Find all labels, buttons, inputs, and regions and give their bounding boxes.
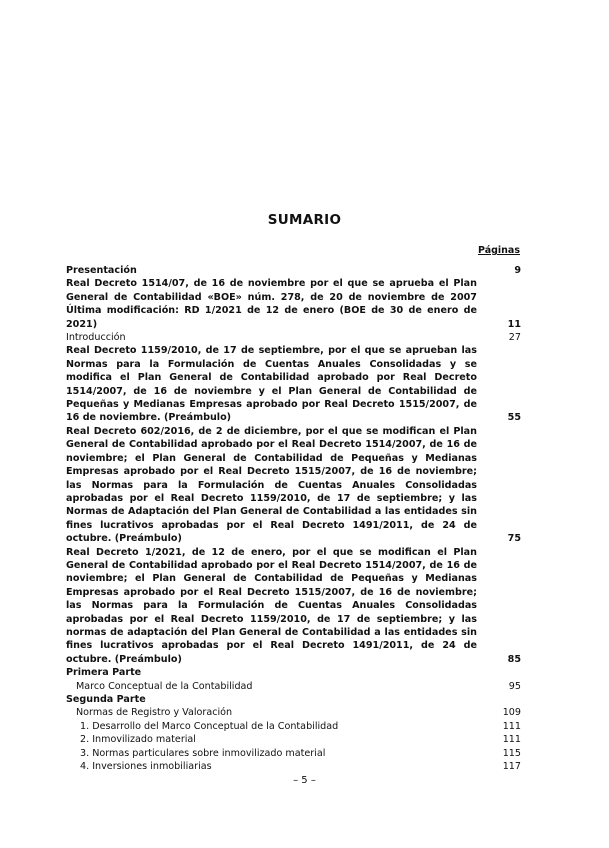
toc-page-number: 55	[507, 412, 521, 424]
toc-page-number: 11	[507, 318, 521, 330]
toc-page-number: 95	[508, 680, 521, 692]
toc-page-number: 9	[514, 265, 521, 276]
toc-page-number: 111	[502, 734, 521, 746]
toc-page-number: 111	[502, 720, 521, 732]
toc-entry-normas-registro[interactable]: Normas de Registro y Valoración 109	[76, 707, 521, 719]
page-title: SUMARIO	[267, 212, 342, 228]
toc-entry-rd-602-2016[interactable]: Real Decreto 602/2016, de 2 de diciembre, por el que se modifican el Plan General de Contabilidad aprobado por el Real Decreto 1514/2007, de 16 de noviembre; el Plan General de Contabilidad de Pequeñas y Medianas Empresas aprobado por el Real Decreto 1515/2007, de 16 de noviembre; las Normas para la Formulación de Cuentas Anuales Consolidadas aprobadas por el Real Decreto 1159/2010, de 17 de septiembre; y las Normas de Adaptación del Plan General de Contabilidad a las entidades sin fines lucrativos aprobadas por el Real Decreto 1491/2011, de 24 de octubre. (Preámbulo) 75	[66, 425, 521, 545]
toc-entry-3[interactable]: 3. Normas particulares sobre inmovilizado material 115	[80, 747, 521, 759]
toc-entry-4[interactable]: 4. Inversiones inmobiliarias 117	[80, 761, 521, 773]
toc-page-number: 109	[502, 707, 521, 719]
toc-entry-marco-conceptual[interactable]: Marco Conceptual de la Contabilidad 95	[76, 680, 521, 692]
page-number-footer: – 5 –	[293, 775, 316, 786]
toc-page-number: 85	[507, 653, 521, 665]
pages-column-header: Páginas	[477, 245, 520, 256]
toc-page-number: 115	[502, 747, 521, 759]
toc-entry-1[interactable]: 1. Desarrollo del Marco Conceptual de la Contabilidad 111	[80, 720, 521, 732]
toc-section-primera-parte: Primera Parte	[66, 667, 142, 679]
toc-entry-introduccion[interactable]: Introducción 27	[66, 332, 521, 344]
toc-page-number: 27	[508, 332, 521, 344]
toc-section-segunda-parte: Segunda Parte	[66, 694, 146, 705]
toc-entry-2[interactable]: 2. Inmovilizado material 111	[80, 734, 521, 746]
toc-entry-presentacion[interactable]: Presentación 9	[66, 265, 521, 276]
toc-entry-rd-1159-2010[interactable]: Real Decreto 1159/2010, de 17 de septiembre, por el que se aprueban las Normas para la Formulación de Cuentas Anuales Consolidadas y se modifica el Plan General de Contabilidad aprobado por Real Decreto 1514/2007, de 16 de noviembre y el Plan General de Contabilidad de Pequeñas y Medianas Empresas aprobado por Real Decreto 1515/2007, de 16 de noviembre. (Preámbulo) 55	[66, 345, 521, 424]
toc-page-number: 75	[507, 533, 521, 545]
toc-entry-rd-1-2021[interactable]: Real Decreto 1/2021, de 12 de enero, por el que se modifican el Plan General de Contabilidad aprobado por el Real Decreto 1514/2007, de 16 de noviembre; el Plan General de Contabilidad de Pequeñas y Medianas Empresas aprobado por el Real Decreto 1515/2007, de 16 de noviembre; las Normas para la Formulación de Cuentas Anuales Consolidadas aprobadas por el Real Decreto 1159/2010, de 17 de septiembre; y las normas de adaptación del Plan General de Contabilidad a las entidades sin fines lucrativos aprobadas por el Real Decreto 1491/2011, de 24 de octubre. (Preámbulo) 85	[66, 546, 521, 665]
table-of-contents	[66, 264, 521, 773]
toc-page-number: 117	[502, 761, 521, 773]
toc-entry-rd-1514-2007[interactable]: Real Decreto 1514/07, de 16 de noviembre por el que se aprueba el Plan General de Contabilidad «BOE» núm. 278, de 20 de noviembre de 2007 Última modificación: RD 1/2021 de 12 de enero (BOE de 30 de enero de 2021) 11	[66, 278, 521, 330]
